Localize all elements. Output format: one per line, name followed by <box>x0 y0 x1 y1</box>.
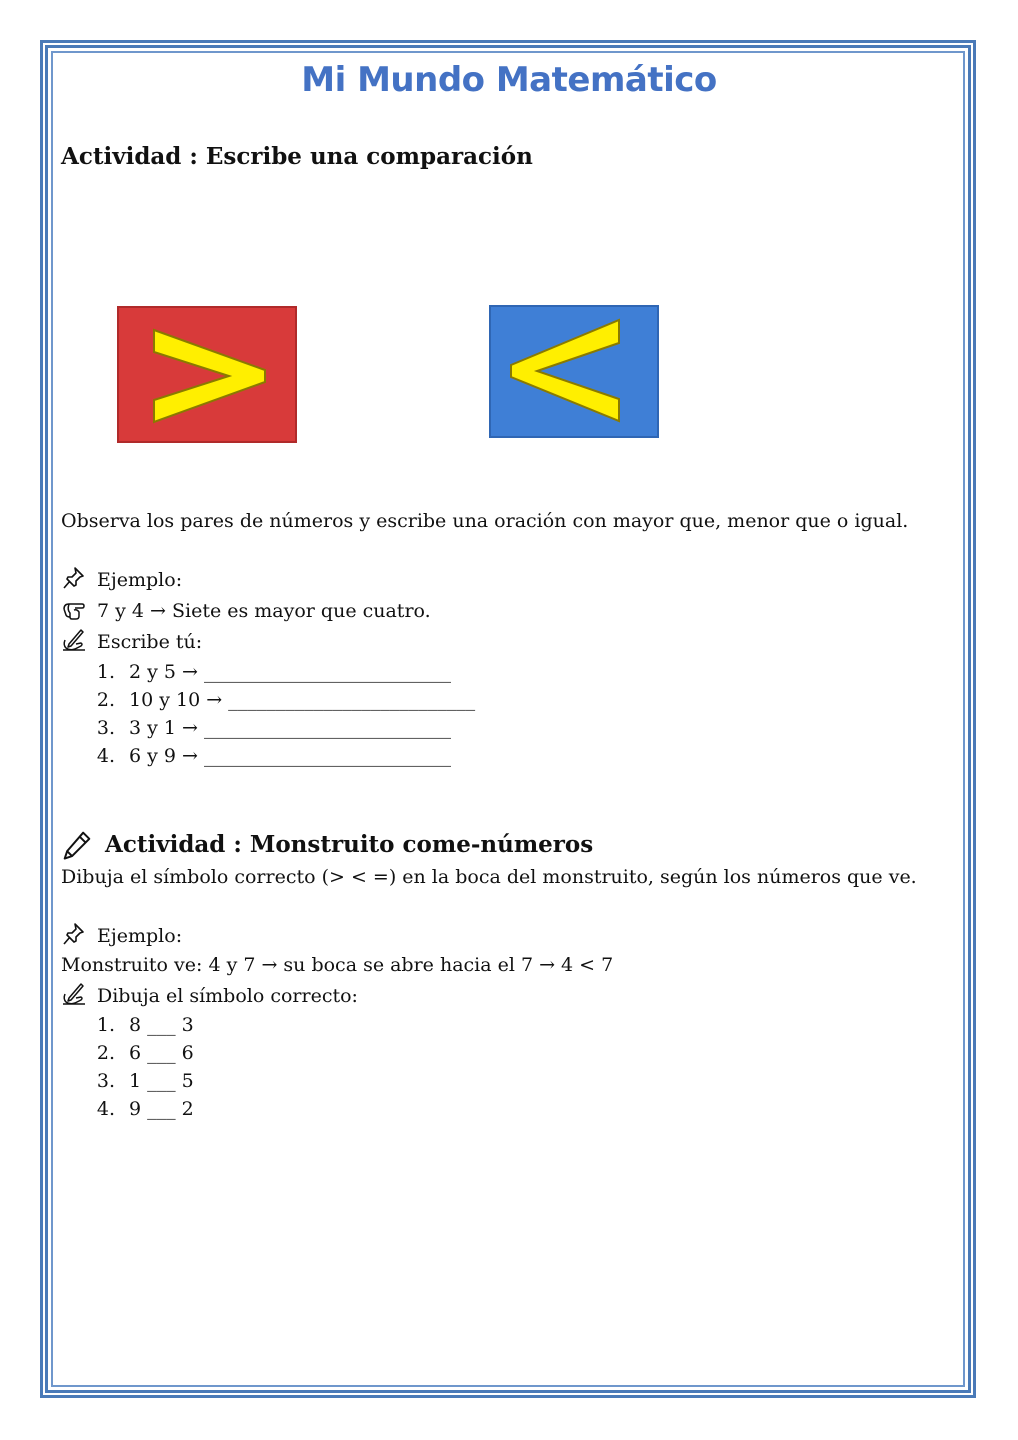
activity2-draw-label: Dibuja el símbolo correcto: <box>97 985 358 1007</box>
activity1-instructions: Observa los pares de números y escribe una oración con mayor que, menor que o igual. <box>61 510 909 532</box>
activity1-items <box>61 658 475 770</box>
item-text: 3 y 1 → __________________________ <box>129 717 451 739</box>
item-number: 2. <box>96 1042 115 1064</box>
greater-than-card <box>117 306 297 443</box>
item-text: 6 y 9 → __________________________ <box>129 745 451 767</box>
writing-hand-icon <box>61 628 91 652</box>
activity2-example-label: Ejemplo: <box>97 925 183 947</box>
activity2-instructions: Dibuja el símbolo correcto (> < =) en la boca del monstruito, según los números que ve. <box>61 866 917 888</box>
less-than-card <box>489 305 659 438</box>
pushpin-icon <box>61 922 91 946</box>
list-item[interactable] <box>61 1067 194 1095</box>
activity1-example-label: Ejemplo: <box>97 569 183 591</box>
writing-hand-icon <box>61 982 91 1006</box>
item-number: 3. <box>96 1070 115 1092</box>
activity2-example-row <box>61 922 182 950</box>
less-than-icon <box>489 305 659 438</box>
item-number: 3. <box>96 717 115 739</box>
item-text: 1 ___ 5 <box>129 1070 194 1092</box>
item-text: 10 y 10 → __________________________ <box>129 689 476 711</box>
activity1-example-text: 7 y 4 → Siete es mayor que cuatro. <box>97 600 431 622</box>
activity1-heading: Actividad : Escribe una comparación <box>61 143 533 170</box>
activity1-write-row <box>61 628 202 656</box>
item-text: 6 ___ 6 <box>129 1042 194 1064</box>
list-item[interactable] <box>61 742 475 770</box>
item-number: 1. <box>96 661 115 683</box>
list-item[interactable] <box>61 658 475 686</box>
activity1-example-row <box>61 566 182 594</box>
item-text: 2 y 5 → __________________________ <box>129 661 451 683</box>
item-number: 1. <box>96 1014 115 1036</box>
activity1-write-label: Escribe tú: <box>97 631 203 653</box>
activity2-heading-row <box>61 830 593 858</box>
greater-than-icon <box>117 306 297 443</box>
item-number: 4. <box>96 1098 115 1120</box>
activity2-heading: Actividad : Monstruito come-números <box>105 831 594 858</box>
pointing-hand-icon <box>61 597 91 621</box>
pencil-icon <box>61 830 99 854</box>
page-title: Mi Mundo Matemático <box>301 60 717 100</box>
item-text: 9 ___ 2 <box>129 1098 194 1120</box>
list-item[interactable] <box>61 686 475 714</box>
activity1-example-line <box>61 597 431 625</box>
item-text: 8 ___ 3 <box>129 1014 194 1036</box>
activity2-draw-row <box>61 982 358 1010</box>
activity2-example-text: Monstruito ve: 4 y 7 → su boca se abre hacia el 7 → 4 < 7 <box>61 954 614 976</box>
list-item[interactable] <box>61 1039 194 1067</box>
list-item[interactable] <box>61 714 475 742</box>
item-number: 2. <box>96 689 115 711</box>
list-item[interactable] <box>61 1011 194 1039</box>
list-item[interactable] <box>61 1095 194 1123</box>
item-number: 4. <box>96 745 115 767</box>
pushpin-icon <box>61 566 91 590</box>
activity2-items <box>61 1011 194 1123</box>
